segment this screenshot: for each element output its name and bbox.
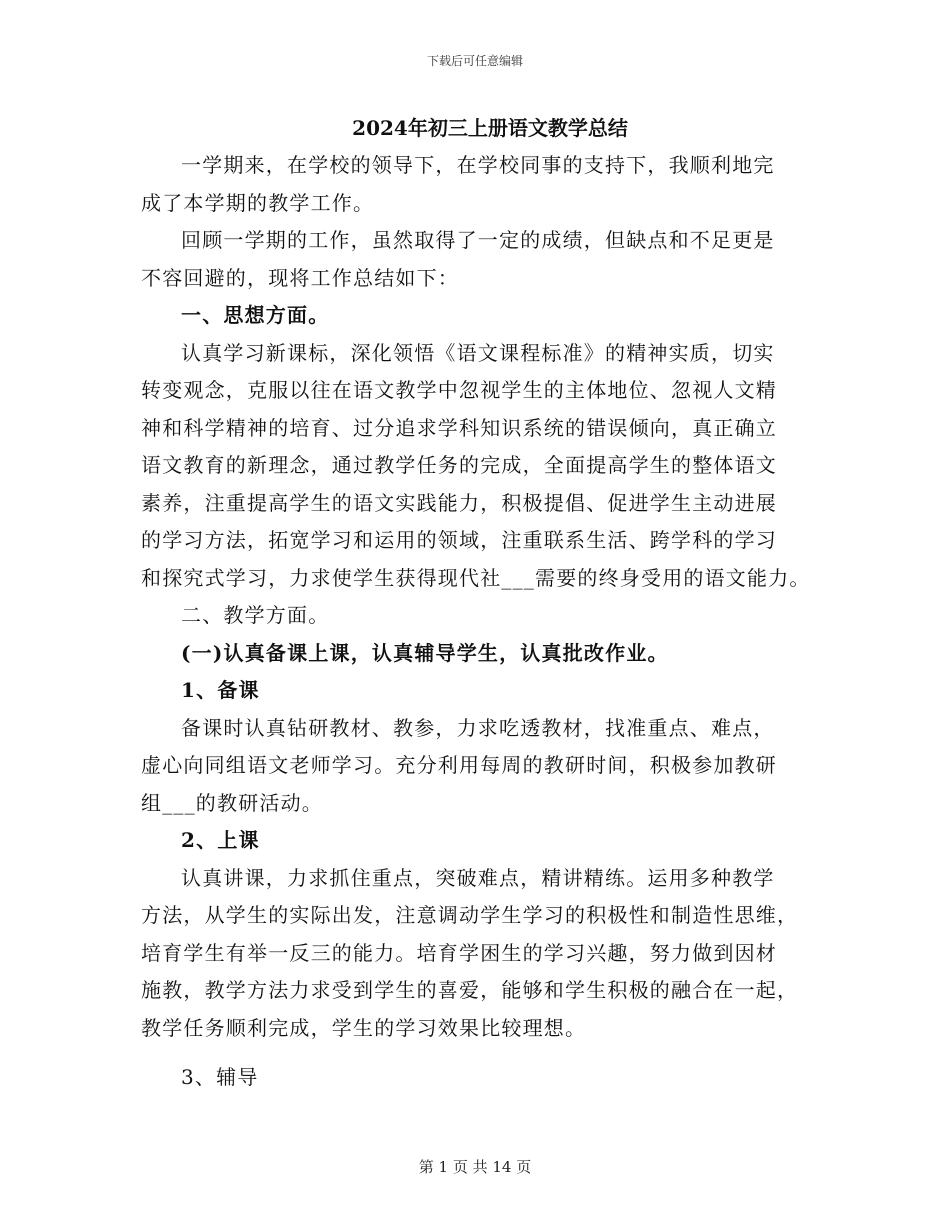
heading-class: 2、上课 <box>181 828 260 852</box>
text-line: 虚心向同组语文老师学习。充分利用每周的教研时间，积极参加教研 <box>141 753 777 777</box>
heading-tutoring: 3、辅导 <box>181 1065 259 1089</box>
heading-lesson-prep: 1、备课 <box>181 678 260 702</box>
text-line: 教学任务顺利完成，学生的学习效果比较理想。 <box>141 1015 587 1040</box>
heading-teaching: 二、教学方面。 <box>181 603 330 627</box>
text-line: 回顾一学期的工作，虽然取得了一定的成绩，但缺点和不足更是 <box>181 228 775 252</box>
page-header: 下载后可任意编辑 <box>426 54 523 68</box>
paragraph-lesson-prep <box>141 710 821 823</box>
paragraph-review <box>141 222 821 297</box>
text-line: 方法，从学生的实际出发，注意调动学生学习的积极性和制造性思维， <box>141 903 799 927</box>
heading-thought: 一、思想方面。 <box>181 303 330 327</box>
heading-prepare-teach: (一)认真备课上课，认真辅导学生，认真批改作业。 <box>181 640 669 665</box>
text-line: 神和科学精神的培育、过分追求学科知识系统的错误倾向，真正确立 <box>141 415 777 440</box>
text-line: 一学期来，在学校的领导下，在学校同事的支持下，我顺利地完 <box>181 153 775 177</box>
text-line: 素养，注重提高学生的语文实践能力，积极提倡、促进学生主动进展 <box>141 490 777 515</box>
document-body <box>141 112 821 1097</box>
text-line: 认真讲课，力求抓住重点，突破难点，精讲精练。运用多种教学 <box>181 865 775 890</box>
text-line: 不容回避的，现将工作总结如下： <box>141 265 459 290</box>
page-footer: 第 1 页 共 14 页 <box>418 1158 532 1176</box>
document-title: 2024年初三上册语文教学总结 <box>352 116 628 140</box>
text-line: 备课时认真钻研教材、教参，力求吃透教材，找准重点、难点， <box>181 715 775 740</box>
text-line: 和探究式学习，力求使学生获得现代社___需要的终身受用的语文能力。 <box>141 565 811 590</box>
text-line: 转变观念，克服以往在语文教学中忽视学生的主体地位、忽视人文精 <box>141 378 777 402</box>
text-line: 成了本学期的教学工作。 <box>141 190 375 215</box>
text-line: 语文教育的新理念，通过教学任务的完成，全面提高学生的整体语文 <box>141 453 777 477</box>
paragraph-intro <box>141 147 821 222</box>
text-line: 的学习方法，拓宽学习和运用的领域，注重联系生活、跨学科的学习 <box>141 528 777 552</box>
text-line: 组___的教研活动。 <box>141 790 323 815</box>
text-line: 培育学生有举一反三的能力。培育学困生的学习兴趣，努力做到因材 <box>141 940 777 965</box>
text-line: 施教，教学方法力求受到学生的喜爱，能够和学生积极的融合在一起， <box>141 978 799 1002</box>
paragraph-thought <box>141 335 821 598</box>
paragraph-class <box>141 860 821 1048</box>
text-line: 认真学习新课标，深化领悟《语文课程标准》的精神实质，切实 <box>181 340 775 365</box>
